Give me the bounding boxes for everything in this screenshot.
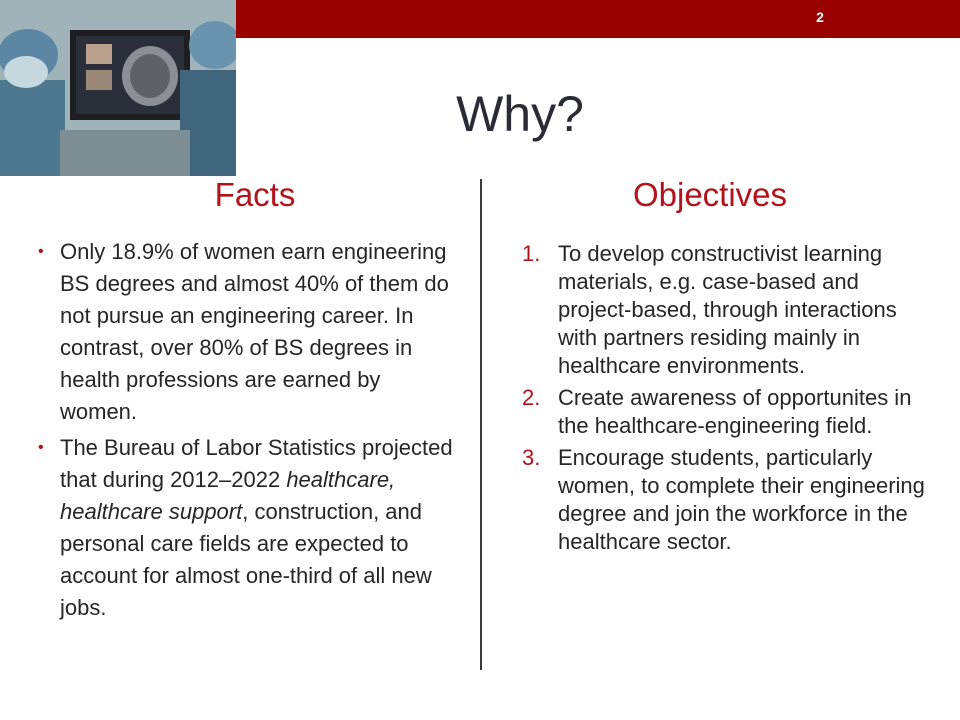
bullet-dot-icon: • — [38, 243, 44, 260]
facts-bullet-2-text — [60, 435, 453, 620]
facts-bullet-1 — [38, 236, 458, 428]
objective-text: Create awareness of opportunites in the healthcare-engineering field. — [558, 385, 912, 438]
facts-bullet-2-italic: healthcare, healthcare support — [60, 467, 396, 524]
facts-bullet-1-text: Only 18.9% of women earn engineering BS degrees and almost 40% of them do not pursue an engineering career. In contrast, over 80% of BS degrees in health professions are earned by women. — [60, 239, 449, 424]
objective-item-2 — [522, 384, 932, 440]
bullet-dot-icon: • — [38, 439, 44, 456]
objective-item-3 — [522, 444, 932, 556]
column-divider — [480, 179, 482, 670]
slide-title: Why? — [456, 86, 584, 142]
objectives-list — [522, 240, 932, 560]
objective-text: Encourage students, particularly women, to complete their engineering degree and join the workforce in the healthcare sector. — [558, 445, 925, 554]
objective-item-1 — [522, 240, 932, 380]
objective-number: 3. — [522, 445, 541, 470]
facts-heading: Facts — [214, 176, 296, 213]
surgeons-photo — [0, 0, 236, 176]
facts-bullet-2 — [38, 432, 458, 624]
facts-bullet-2-before: The Bureau of Labor Statistics projected that during 2012–2022 — [60, 435, 453, 492]
facts-list — [38, 236, 458, 628]
facts-bullet-2-after: , construction, and personal care fields are expected to account for almost one-third of all new jobs. — [60, 499, 432, 620]
objective-number: 2. — [522, 385, 541, 410]
objective-text: To develop constructivist learning materials, e.g. case-based and project-based, through interactions with partners residing mainly in healthcare environments. — [558, 241, 897, 378]
objective-number: 1. — [522, 241, 541, 266]
slide-number: 2 — [816, 9, 824, 25]
objectives-heading: Objectives — [632, 176, 788, 213]
